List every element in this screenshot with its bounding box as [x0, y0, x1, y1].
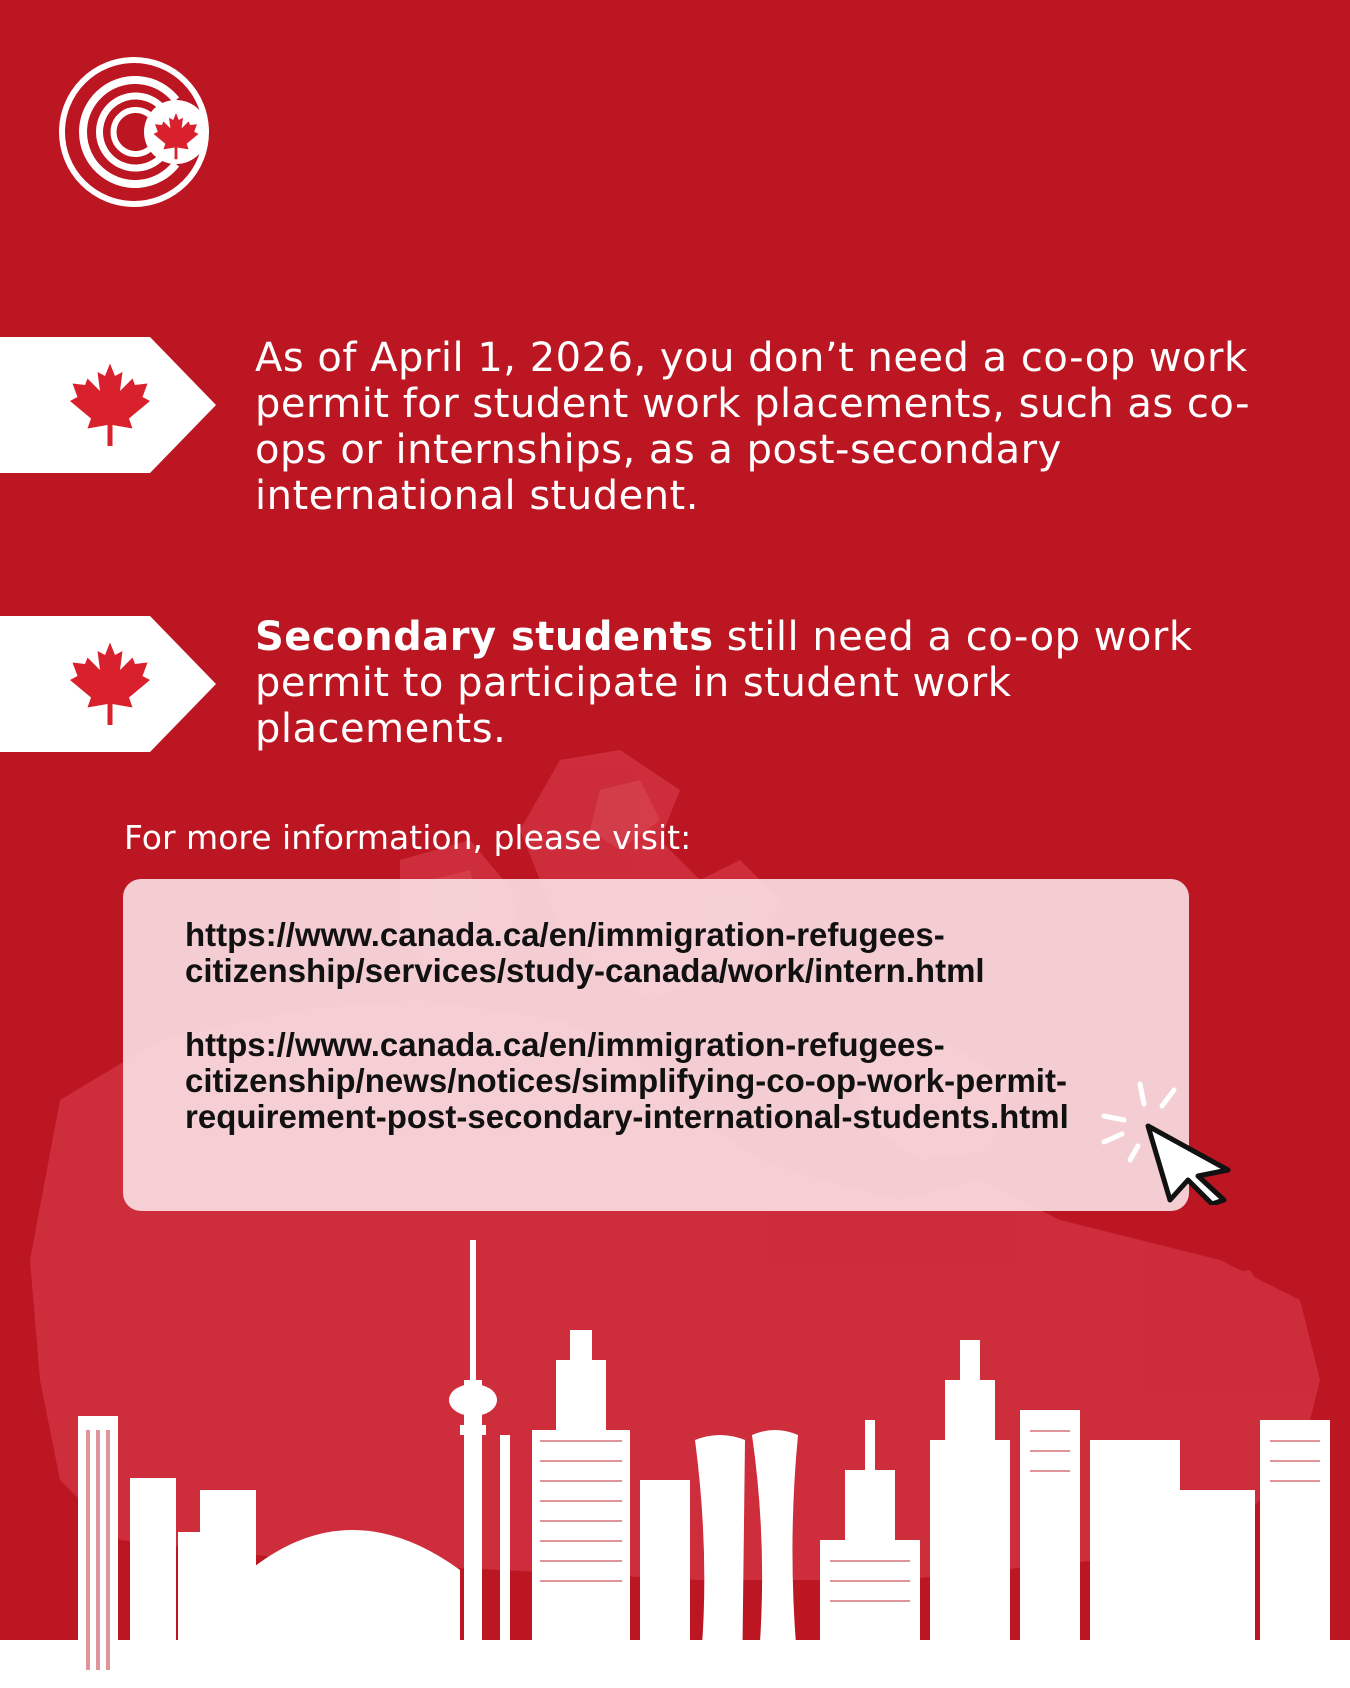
more-info-label: For more information, please visit:: [124, 818, 692, 857]
click-cursor-icon: [1100, 1080, 1240, 1205]
bullet-text-1: As of April 1, 2026, you don’t need a co-op work permit for student work placements, such as co-ops or internships, as a post-secondary international student.: [255, 335, 1251, 519]
link-intern-page[interactable]: https://www.canada.ca/en/immigration-refugees-citizenship/services/study-canada/work/intern.html: [185, 916, 985, 989]
links-panel: [123, 879, 1189, 1211]
flag-tag-1: [0, 337, 216, 473]
toronto-skyline-illustration: [0, 1240, 1350, 1688]
link-news-notice[interactable]: https://www.canada.ca/en/immigration-refugees-citizenship/news/notices/simplifying-co-op-work-permit-requirement-post-secondary-international-students.html: [185, 1026, 1069, 1135]
c-maple-leaf-logo-icon: [58, 56, 210, 208]
bullet-bold-text: Secondary students: [255, 614, 714, 660]
bullet-text-2: Secondary students still need a co-op work permit to participate in student work placements.: [255, 614, 1193, 752]
flag-tag-2: [0, 616, 216, 752]
